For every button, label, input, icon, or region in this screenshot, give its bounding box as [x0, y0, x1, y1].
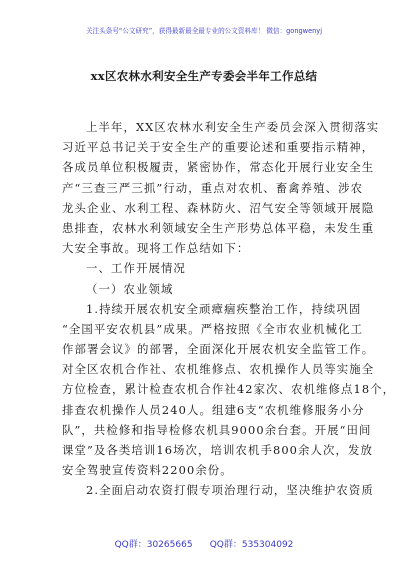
- text-line: 课堂”及各类培训16场次，培训农机手800余人次，发放: [62, 443, 373, 457]
- text-line: 习近平总书记关于安全生产的重要论述和重要指示精神，: [62, 140, 375, 155]
- text-line: 安全驾驶宣传资料2200余份。: [62, 463, 233, 478]
- footer-qq-groups: QQ群：30265665 QQ群：535304092: [114, 540, 294, 550]
- text-line: 各成员单位积极履责，紧密协作，常态化开展行业安全生: [62, 160, 375, 175]
- text-line: 排查农机操作人员240人。组建6支“农机维修服务小分: [62, 402, 365, 417]
- text-line: 上半年，XX区农林水利安全生产委员会深入贯彻落实: [86, 120, 380, 134]
- intro-paragraph: [62, 117, 380, 258]
- top-banner: 关注头条号“公文研究”，获得最新最全最专业的公文资料库！ 微信：gongwenyj: [85, 27, 323, 35]
- document-body: [62, 117, 396, 501]
- text-line: 2.全面启动农资打假专项治理行动，坚决维护农资质: [86, 483, 374, 498]
- text-line: 方位检查，累计检查农机合作社42家次、农机维修点18个，: [62, 382, 396, 397]
- text-line: 1.持续开展农机安全顽瘴痼疾整治工作，持续巩固: [86, 301, 362, 316]
- text-line: 对全区农机合作社、农机维修点、农机操作人员等实施全: [62, 362, 375, 377]
- section-heading: [62, 258, 362, 278]
- text-line: 患排查，农林水利领域安全生产形势总体平稳，未发生重: [62, 220, 375, 235]
- text-line: 队”，共检修和指导检修农机具9000余台套。开展“田间: [62, 422, 372, 437]
- item-2-paragraph: [62, 480, 374, 500]
- text-line: 作部署会议》的部署，全面深化开展农机安全监管工作。: [62, 342, 375, 357]
- text-line: 一、工作开展情况: [86, 261, 186, 276]
- text-line: （一）农业领域: [86, 281, 174, 296]
- subsection-heading: [62, 279, 362, 299]
- text-line: 大安全事故。现将工作总结如下：: [62, 241, 250, 256]
- text-line: 产“三查三严三抓”行动，重点对农机、畜禽养殖、涉农: [62, 180, 364, 195]
- item-1-paragraph: [62, 299, 396, 481]
- text-line: 龙头企业、水利工程、森林防火、沼气安全等领域开展隐: [62, 200, 375, 215]
- document-title: xx区农林水利安全生产专委会半年工作总结: [90, 69, 318, 83]
- text-line: “全国平安农机县”成果。严格按照《全市农业机械化工: [62, 321, 364, 336]
